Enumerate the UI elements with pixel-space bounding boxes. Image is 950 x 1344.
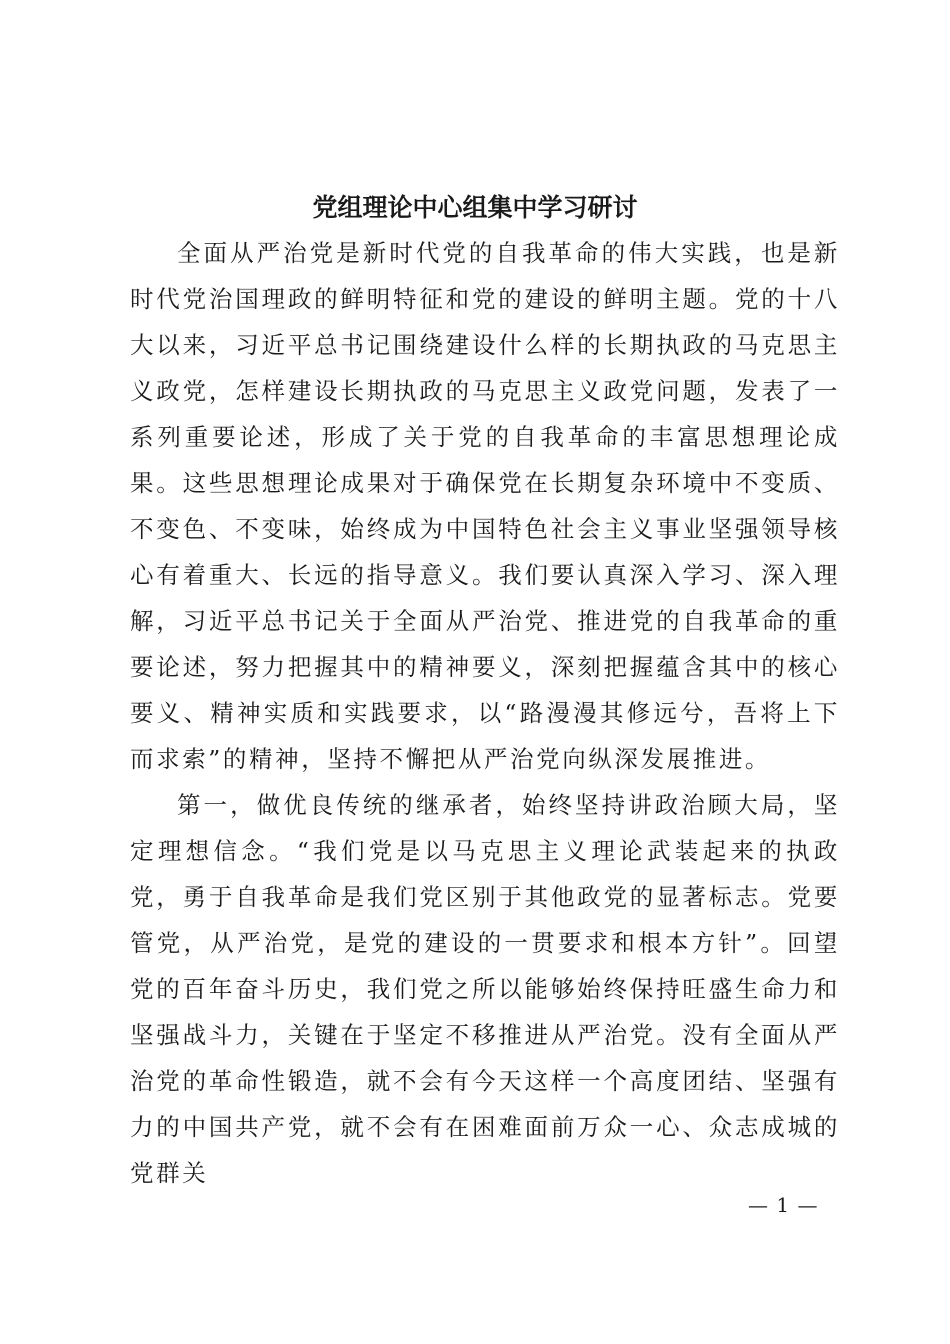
page-number: — 1 — (748, 1193, 819, 1217)
paragraph-first-point: 第一，做优良传统的继承者，始终坚持讲政治顾大局，坚定理想信念。“我们党是以马克思主义理论武装起来的执政党，勇于自我革命是我们党区别于其他政党的显著标志。党要管党，从严治党，是党的建设的一贯要求和根本方针”。回望党的百年奋斗历史，我们党之所以能够始终保持旺盛生命力和坚强战斗力，关键在于坚定不移推进从严治党。没有全面从严治党的革命性锻造，就不会有今天这样一个高度团结、坚强有力的中国共产党，就不会有在困难面前万众一心、众志成城的党群关 (130, 791, 840, 1187)
document-title: 党组理论中心组集中学习研讨 (312, 193, 638, 222)
document-body (130, 230, 840, 1196)
paragraph-intro: 全面从严治党是新时代党的自我革命的伟大实践，也是新时代党治国理政的鲜明特征和党的建设的鲜明主题。党的十八大以来，习近平总书记围绕建设什么样的长期执政的马克思主义政党，怎样建设长期执政的马克思主义政党问题，发表了一系列重要论述，形成了关于党的自我革命的丰富思想理论成果。这些思想理论成果对于确保党在长期复杂环境中不变质、不变色、不变味，始终成为中国特色社会主义事业坚强领导核心有着重大、长远的指导意义。我们要认真深入学习、深入理解，习近平总书记关于全面从严治党、推进党的自我革命的重要论述，努力把握其中的精神要义，深刻把握蕴含其中的核心要义、精神实质和实践要求，以“路漫漫其修远兮，吾将上下而求索”的精神，坚持不懈把从严治党向纵深发展推进。 (130, 239, 840, 773)
